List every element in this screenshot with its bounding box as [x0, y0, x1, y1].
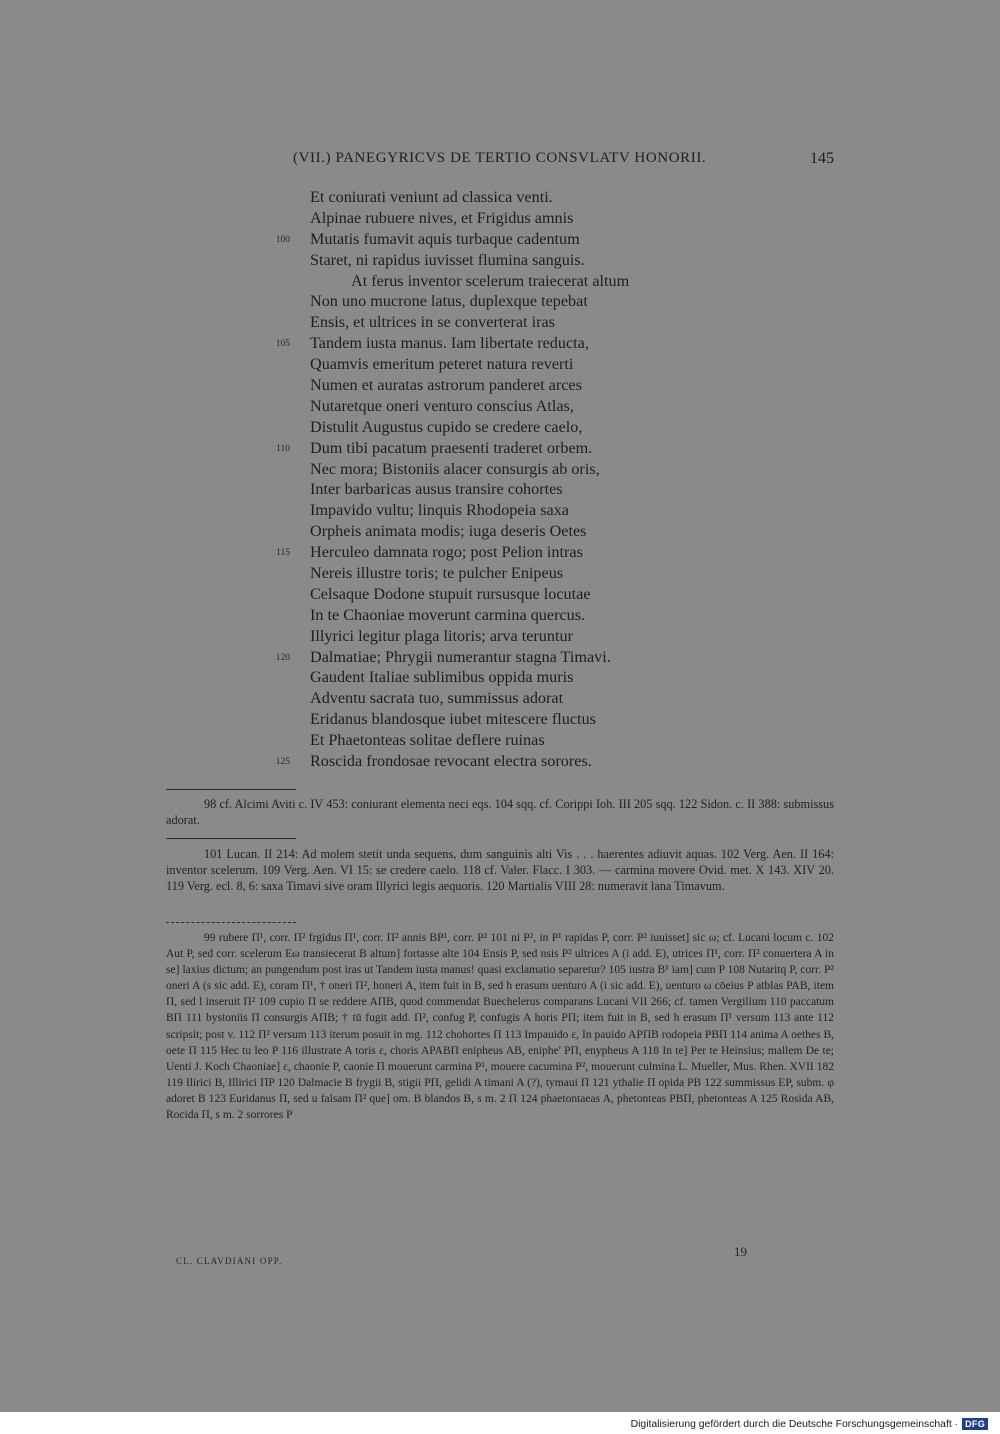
- verse-text: Gaudent Italiae sublimibus oppida muris: [310, 668, 574, 687]
- verse-text: Non uno mucrone latus, duplexque tepebat: [310, 292, 588, 311]
- line-number: 120: [275, 652, 290, 663]
- verse-text: Mutatis fumavit aquis turbaque cadentum: [310, 229, 580, 248]
- verse-text: Nutaretque oneri venturo conscius Atlas,: [310, 396, 574, 415]
- verse-line: [0, 668, 1000, 689]
- verse-line: [0, 480, 1000, 501]
- verse-line: [0, 418, 1000, 439]
- line-number: 105: [275, 339, 290, 350]
- verse-line: [0, 209, 1000, 230]
- verse-text: Roscida frondosae revocant electra sorores.: [310, 752, 592, 771]
- verse-text: Staret, ni rapidus iuvisset flumina sanguis.: [310, 250, 585, 269]
- parallel-notes: [166, 846, 834, 894]
- verse-line: [0, 439, 1000, 460]
- verse-line: [0, 272, 1000, 293]
- verse-text: Nec mora; Bistoniis alacer consurgis ab oris,: [310, 459, 600, 478]
- verse-line: [0, 689, 1000, 710]
- apparatus-text: 99 rubere Π¹, corr. Π² frgidus Π¹, corr. Π² annis BP¹, corr. P² 101 ni P², in P¹ rapidas P, corr. P² iuuisset] sic ω; cf. Lucani locum c. 102 Aut P, sed corr. scelerum Eω transiecerat B altum] fortasse alte 104 Ensis P, sed nsis P² ultrices A (i add. E), utrices Π¹, corr. Π² conuertera A in se] laxius dictum; an pungendum post iras ut Tandem iusta manus! quasi exclamatio separetur? 105 iustra B¹ iam] cum P 108 Nutaritq P, corr. P² oneri A (s sic add. E), coram Π¹, † oneri Π², honeri A, item fuit in B, sed h erasum uenturo A (i sic add. E), uenturo ω cōeius P atblas PAB, item Π, sed l inseruit Π² 109 cupio Π se reddere AΠB, quod commendat Buechelerus comparans Lucani VII 266; cf. tamen Vergilium 110 paccatum BΠ 111 bystoniis Π consurgis AΠB; † tū fugit add. Π², confug P, confugis A horis PΠ; item fuit in B, sed h erasum Π¹ versum 113 ante 112 scripsit; post v. 112 Π² versum 113 iterum posuit in mg. 112 chohortes Π 113 Impauido ε, In pauido APΠB rodopeia PBΠ 114 anima A oethes B, oete Π 115 Hec tu leo P 116 illustrate A toris ε, choris APABΠ enipheus AB, eniphe' PΠ, enypheus A 118 In te] Per te Heinsius; mallem De te; Uenti J. Koch Chaoniae] ε, chaonie P, caonie Π mouerunt carmina P¹, mouere cacumina P², mouerunt culmina L. Mueller, Mus. Rhen. XVII 182 119 Ilirici B, Illirici ΠP 120 Dalmacie B frygii B, stigii PΠ, gelidi A timani A (?), tymaui Π 121 ythalie Π opida PB 122 summissus EP, subm. φ adoret B 123 Euridanus Π, sed u falsam Π² que] om. B blandos B, s m. 2 Π 124 phaetontaeas A, phetonteas PBΠ, phetonteas A 125 Rosida AB, Rocida Π, s m. 2 sorrores P: [166, 932, 834, 1122]
- verse-line: [0, 522, 1000, 543]
- page-header: [0, 150, 1000, 172]
- separator-rule: [166, 789, 296, 790]
- verse-line: [0, 648, 1000, 669]
- running-title: (VII.) PANEGYRICVS DE TERTIO CONSVLATV HONORII.: [293, 150, 707, 166]
- source-notes-text: 98 cf. Alcimi Aviti c. IV 453: coniurant elementa neci eqs. 104 sqq. cf. Corippi Ioh. III 205 sqq. 122 Sidon. c. II 388: submissus adorat.: [166, 797, 834, 827]
- verse-line: [0, 606, 1000, 627]
- source-notes: [166, 796, 834, 828]
- critical-apparatus: [166, 930, 834, 1123]
- verse-text: Eridanus blandosque iubet mitescere fluctus: [310, 710, 596, 729]
- verse-line: [0, 752, 1000, 773]
- verse-text: Numen et auratas astrorum panderet arces: [310, 376, 582, 395]
- verse-line: [0, 188, 1000, 209]
- sheet-number: 19: [734, 1244, 747, 1259]
- verse-text: Ensis, et ultrices in se converterat iras: [310, 313, 555, 332]
- line-number: 115: [276, 548, 290, 559]
- signature-mark: CL. CLAVDIANI OPP.: [176, 1256, 283, 1266]
- separator-rule: [166, 922, 296, 923]
- verse-line: [0, 627, 1000, 648]
- verse-line: [0, 292, 1000, 313]
- verse-text: In te Chaoniae moverunt carmina quercus.: [310, 605, 586, 624]
- verse-text: Adventu sacrata tuo, summissus adorat: [310, 689, 564, 708]
- verse-line: [0, 585, 1000, 606]
- verse-line: [0, 313, 1000, 334]
- verse-text: Tandem iusta manus. Iam libertate reducta,: [310, 334, 589, 353]
- verse-line: [0, 355, 1000, 376]
- verse-text: Impavido vultu; linquis Rhodopeia saxa: [310, 501, 569, 520]
- separator-rule: [166, 838, 296, 839]
- verse-text: Et Phaetonteas solitae deflere ruinas: [310, 731, 545, 750]
- verse-text: Nereis illustre toris; te pulcher Enipeus: [310, 564, 564, 583]
- verse-text: Illyrici legitur plaga litoris; arva teruntur: [310, 626, 573, 645]
- page-number: 145: [810, 150, 834, 167]
- funding-footer: [631, 1416, 988, 1432]
- funding-text: Digitalisierung gefördert durch die Deutsche Forschungsgemeinschaft ·: [630, 1418, 959, 1430]
- verse-text: Celsaque Dodone stupuit rursusque locutae: [310, 584, 591, 603]
- verse-line: [0, 334, 1000, 355]
- verse-text: Orpheis animata modis; iuga deseris Oetes: [310, 522, 587, 541]
- line-number: 125: [275, 757, 290, 768]
- line-number: 100: [275, 234, 290, 245]
- verse-text: Quamvis emeritum peteret natura reverti: [310, 355, 574, 374]
- verse-text: Herculeo damnata rogo; post Pelion intras: [310, 543, 583, 562]
- verse-text: Dum tibi pacatum praesenti traderet orbem.: [310, 438, 593, 457]
- verse-line: [0, 731, 1000, 752]
- verse-line: [0, 710, 1000, 731]
- verse-line: [0, 564, 1000, 585]
- verse-text: Distulit Augustus cupido se credere caelo,: [310, 417, 583, 436]
- verse-text: Dalmatiae; Phrygii numerantur stagna Timavi.: [310, 647, 611, 666]
- verse-line: [0, 460, 1000, 481]
- verse-line: [0, 397, 1000, 418]
- verse-text: Inter barbaricas ausus transire cohortes: [310, 480, 563, 499]
- verse-line: [0, 251, 1000, 272]
- line-number: 110: [276, 443, 290, 454]
- verse-line: [0, 230, 1000, 251]
- verse-line: [0, 501, 1000, 522]
- verse-text: At ferus inventor scelerum traiecerat altum: [351, 271, 630, 290]
- verse-line: [0, 543, 1000, 564]
- verse-text: Alpinae rubuere nives, et Frigidus amnis: [310, 208, 574, 227]
- dfg-logo[interactable]: DFG: [962, 1418, 988, 1430]
- verse-block: [0, 188, 1000, 773]
- verse-text: Et coniurati veniunt ad classica venti.: [310, 188, 553, 206]
- parallel-notes-text: 101 Lucan. II 214: Ad molem stetit unda sequens, dum sanguinis alti Vis . . . haerentes adiuvit aquas. 102 Verg. Aen. II 164: inventor scelerum. 109 Verg. Aen. VI 15: se credere caelo. 118 cf. Valer. Flacc. I 303. — carmina movere Ovid. met. X 143. XIV 20. 119 Verg. ecl. 8, 6: saxa Timavi sive oram Illyrici legis aequoris. 120 Martialis VIII 28: numeravit lana Timavum.: [166, 847, 834, 893]
- verse-line: [0, 376, 1000, 397]
